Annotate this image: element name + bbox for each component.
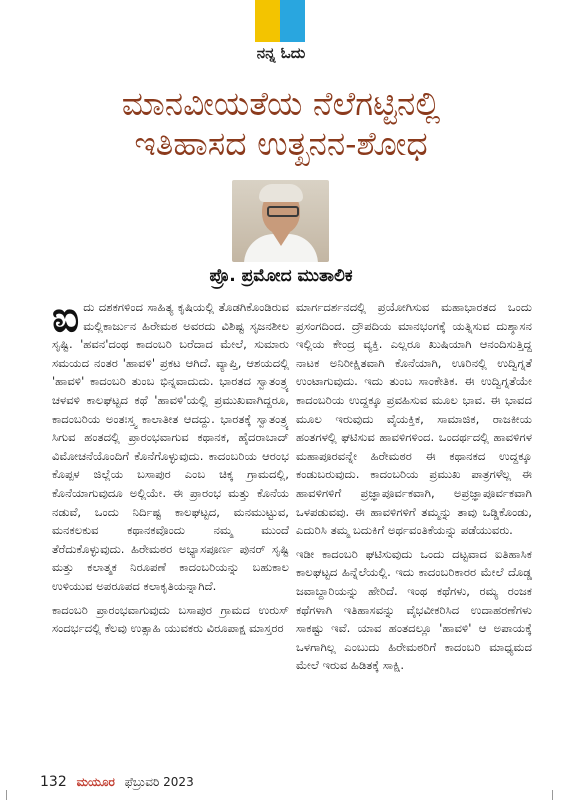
left-column bbox=[52, 292, 289, 643]
article-title bbox=[20, 84, 542, 164]
section-label: ನನ್ನ ಓದು bbox=[256, 44, 306, 62]
yellow-block bbox=[255, 0, 280, 42]
paragraph: ಕಾದಂಬರಿ ಪ್ರಾರಂಭವಾಗುವುದು ಬಸಾಪುರ ಗ್ರಾಮದ ಉರುಸ್ ಸಂದರ್ಭದಲ್ಲಿ ಕೆಲವು ಉತ್ಸಾಹಿ ಯುವಕರು ವಿರೂಪಾಕ್ಷ ಮಾಸ್ತರರ bbox=[52, 602, 289, 636]
magazine-logo: ಮಯೂರ bbox=[76, 775, 115, 789]
paragraph: ಮಾರ್ಗದರ್ಶನದಲ್ಲಿ ಪ್ರಯೋಗಿಸುವ ಮಹಾಭಾರತದ ಒಂದು ಪ್ರಸಂಗದಿಂದ. ದ್ರೌಪದಿಯ ಮಾನಭಂಗಕ್ಕೆ ಯತ್ನಿಸುವ ದುಶ್ಶಾಸನ ಇಲ್ಲಿಯ ಕೇಂದ್ರ ವ್ಯಕ್ತಿ. ಎಲ್ಲರೂ ಖುಷಿಯಾಗಿ ಆನಂದಿಸುತ್ತಿದ್ದ ನಾಟಕ ಅನಿರೀಕ್ಷಿತವಾಗಿ ಕೊನೆಯಾಗಿ, ಊರಿನಲ್ಲಿ ಉದ್ವಿಗ್ನತೆ ಉಂಟಾಗುವುದು. ಇದು ತುಂಬ ಸಾಂಕೇತಿಕ. ಈ ಉದ್ವಿಗ್ನತೆಯೇ ಕಾದಂಬರಿಯ ಉದ್ದಕ್ಕೂ ಪ್ರವಹಿಸುವ ಮೂಲ ಭಾವ. ಈ ಭಾವದ ಮೂಲ ಇರುವುದು ವೈಯಕ್ತಿಕ, ಸಾಮಾಜಿಕ, ರಾಜಕೀಯ ಹಂತಗಳಲ್ಲಿ ಘಟಿಸುವ ಹಾವಳಿಗಳಿಂದ. ಒಂದರ್ಥದಲ್ಲಿ ಹಾವಳಿಗಳ ಮಹಾಪೂರವನ್ನೇ ಹಿರೇಮಠರ ಈ ಕಥಾನಕದ ಉದ್ದಕ್ಕೂ ಕಂಡುಬರುವುದು. ಕಾದಂಬರಿಯ ಪ್ರಮುಖ ಪಾತ್ರಗಳೆಲ್ಲ ಈ ಹಾವಳಿಗಳಿಗೆ ಪ್ರಜ್ಞಾಪೂರ್ವಕವಾಗಿ, ಅಪ್ರಜ್ಞಾಪೂರ್ವಕವಾಗಿ ಒಳಪಡುವವು. ಈ ಹಾವಳಿಗಳಿಗೆ ತಮ್ಮನ್ನು ತಾವು ಒಡ್ಡಿಕೊಂಡು, ಎದುರಿಸಿ ತಮ್ಮ ಬದುಕಿಗೆ ಅರ್ಥವಂತಿಕೆಯನ್ನು ಪಡೆಯುವರು. bbox=[296, 300, 532, 538]
title-line-1: ಮಾನವೀಯತೆಯ ನೆಲೆಗಟ್ಟಿನಲ್ಲಿ bbox=[121, 84, 441, 123]
paragraph: ಐದು ದಶಕಗಳಿಂದ ಸಾಹಿತ್ಯ ಕೃಷಿಯಲ್ಲಿ ತೊಡಗಿಕೊಂಡಿರುವ ಮಲ್ಲಿಕಾರ್ಜುನ ಹಿರೇಮಠ ಅವರದು ವಿಶಿಷ್ಟ ಸೃಜನಶೀಲ ಸೃಷ್ಟಿ. 'ಹವನ'ದಂಥ ಕಾದಂಬರಿ ಬರೆದಾದ ಮೇಲೆ, ಸುಮಾರು ಸಮಯದ ನಂತರ 'ಹಾವಳಿ' ಪ್ರಕಟ ಆಗಿದೆ. ವ್ಯಾಪ್ತಿ, ಆಶಯದಲ್ಲಿ 'ಹಾವಳಿ' ಕಾದಂಬರಿ ತುಂಬ ಭಿನ್ನವಾದುದು. ಭಾರತದ ಸ್ವಾತಂತ್ರ್ಯ ಚಳವಳಿ ಕಾಲಘಟ್ಟದ ಕಥೆ 'ಹಾವಳಿ'ಯಲ್ಲಿ ಪ್ರಮುಖವಾಗಿದ್ದರೂ, ಕಾದಂಬರಿಯ ಅಂತಃಸ್ತ್ವ ಕಾಲಾತೀತ ಆದದ್ದು. ಭಾರತಕ್ಕೆ ಸ್ವಾತಂತ್ರ್ಯ ಸಿಗುವ ಹಂತದಲ್ಲಿ ಪ್ರಾರಂಭವಾಗುವ ಕಥಾನಕ, ಹೈದರಾಬಾದ್ ವಿಮೋಚನೆಯೊಂದಿಗೆ ಕೊನೆಗೊಳ್ಳುವುದು. ಕಾದಂಬರಿಯ ಆರಂಭ ಕೊಪ್ಪಳ ಜಿಲ್ಲೆಯ ಬಸಾಪುರ ಎಂಬ ಚಿಕ್ಕ ಗ್ರಾಮದಲ್ಲಿ, ಕೊನೆಯಾಗುವುದೂ ಅಲ್ಲಿಯೇ. ಈ ಪ್ರಾರಂಭ ಮತ್ತು ಕೊನೆಯ ನಡುವೆ, ಒಂದು ನಿರ್ದಿಷ್ಟ ಕಾಲಘಟ್ಟದ, ಮನಮುಟ್ಟುವ, ಮನಕಲಕುವ ಕಥಾನಕವೊಂದು ನಮ್ಮ ಮುಂದೆ ತೆರೆದುಕೊಳ್ಳುವುದು. ಹಿರೇಮಠರ ಅಭ್ಯಾಸಪೂರ್ಣ ಪುನರ್ ಸೃಷ್ಟಿ ಮತ್ತು ಕಲಾತ್ಮಕ ನಿರೂಪಣೆ ಕಾದಂಬರಿಯನ್ನು ಬಹುಕಾಲ ಉಳಿಯುವ ಅಪರೂಪದ ಕಲಾಕೃತಿಯನ್ನಾಗಿದೆ. bbox=[52, 292, 289, 593]
paragraph: ಇಡೀ ಕಾದಂಬರಿ ಘಟಿಸುವುದು ಒಂದು ದಟ್ಟವಾದ ಐತಿಹಾಸಿಕ ಕಾಲಘಟ್ಟದ ಹಿನ್ನೆಲೆಯಲ್ಲಿ. ಇದು ಕಾದಂಬರಿಕಾರರ ಮೇಲೆ ದೊಡ್ಡ ಜವಾಬ್ದಾರಿಯನ್ನು ಹೇರಿದೆ. ಇಂಥ ಕಥೆಗಳು, ರಮ್ಯ ರಂಜಕ ಕಥೆಗಳಾಗಿ ಇತಿಹಾಸವನ್ನು ವೈಭವೀಕರಿಸಿದ ಉದಾಹರಣೆಗಳು ಸಾಕಷ್ಟು ಇವೆ. ಯಾವ ಹಂತದಲ್ಲೂ 'ಹಾವಳಿ' ಆ ಅಪಾಯಕ್ಕೆ ಒಳಗಾಗಿಲ್ಲ ಎಂಬುದು ಹಿರೇಮಠರಿಗೆ ಕಾದಂಬರಿ ಮಾಧ್ಯಮದ ಮೇಲೆ ಇರುವ ಹಿಡಿತಕ್ಕೆ ಸಾಕ್ಷಿ. bbox=[296, 546, 532, 673]
crop-mark bbox=[6, 790, 7, 800]
issue-date: ಫೆಬ್ರುವರಿ 2023 bbox=[124, 775, 194, 789]
author-photo bbox=[232, 180, 329, 262]
blue-block bbox=[280, 0, 305, 42]
right-column bbox=[296, 298, 532, 680]
crop-mark bbox=[552, 790, 553, 800]
drop-cap: ಐ bbox=[52, 292, 80, 341]
page-number: 132 bbox=[40, 774, 67, 790]
header-color-blocks bbox=[255, 0, 305, 42]
author-name: ಪ್ರೊ. ಪ್ರಮೋದ ಮುತಾಲಿಕ bbox=[209, 266, 353, 286]
title-line-2: ಇತಿಹಾಸದ ಉತ್ಖನನ-ಶೋಧ bbox=[134, 124, 428, 163]
page-footer bbox=[40, 774, 194, 790]
